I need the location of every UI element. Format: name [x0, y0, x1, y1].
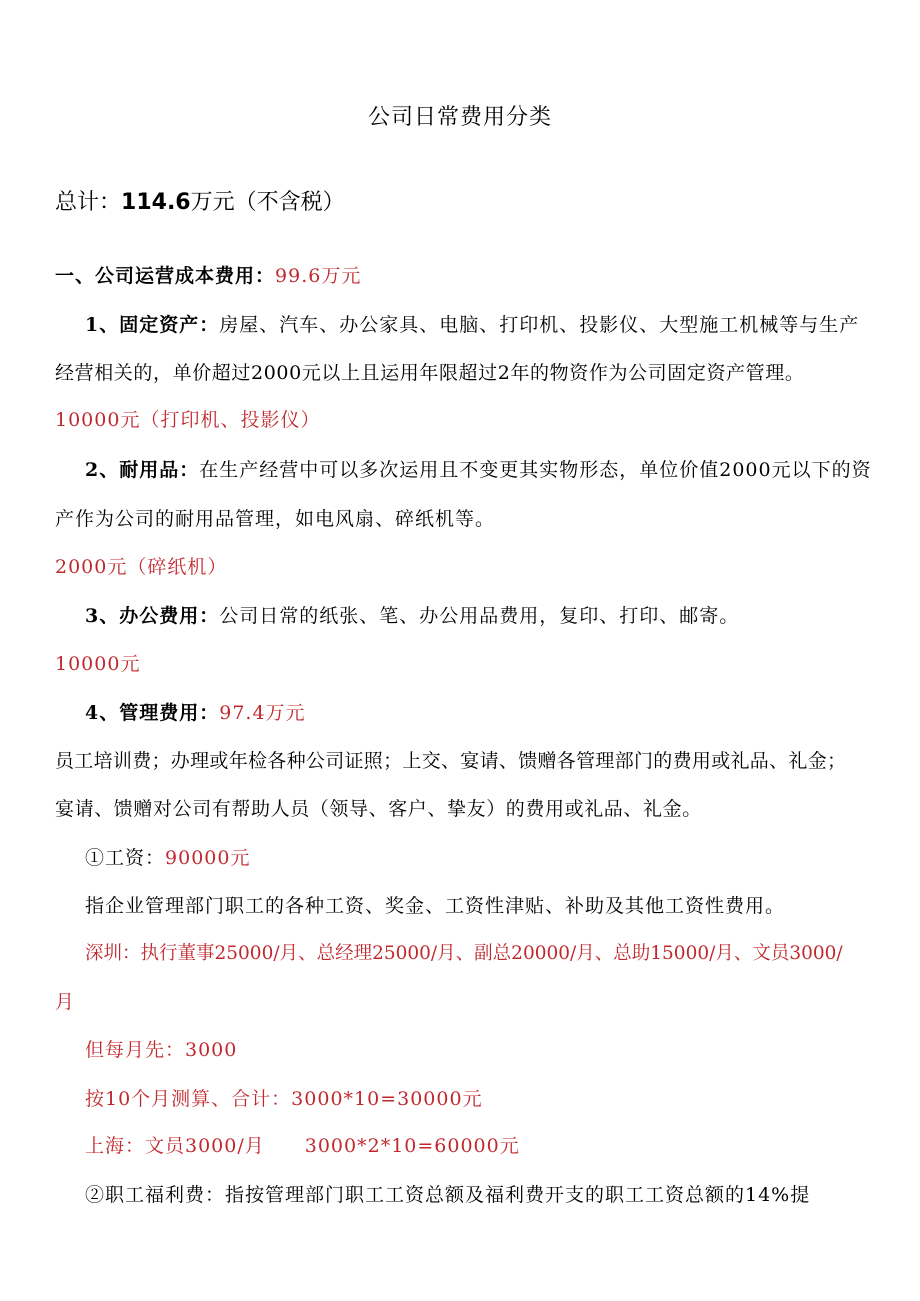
wages-line — [85, 846, 250, 870]
wages-shenzhen-2: 月 — [55, 991, 76, 1013]
document-title: 公司日常费用分类 — [367, 105, 552, 130]
total-unit: 万元（不含税） — [190, 190, 345, 215]
durables-heading: 2、耐用品： — [85, 459, 200, 481]
management-heading: 4、管理费用： — [85, 702, 220, 724]
total-value: 114.6 — [121, 190, 191, 215]
office-desc-1: 公司日常的纸张、笔、办公用品费用，复印、打印、邮寄。 — [219, 605, 740, 627]
total-label: 总计： — [55, 190, 122, 215]
management-amount: 97.4万元 — [219, 702, 306, 724]
welfare-text: ②职工福利费：指按管理部门职工工资总额及福利费开支的职工工资总额的14%提 — [85, 1184, 811, 1206]
office-heading: 3、办公费用： — [85, 605, 220, 627]
durables-cost: 2000元（碎纸机） — [55, 556, 228, 578]
grand-total — [55, 188, 345, 218]
wages-amount: 90000元 — [165, 847, 251, 869]
management-desc-2: 宴请、馈赠对公司有帮助人员（领导、客户、挚友）的费用或礼品、礼金。 — [55, 798, 702, 820]
fixed-assets-cost: 10000元（打印机、投影仪） — [55, 409, 321, 431]
durables-desc-1: 在生产经营中可以多次运用且不变更其实物形态，单位价值2000元以下的资 — [199, 459, 872, 481]
office-line1 — [85, 604, 739, 628]
section1-heading-line — [55, 264, 361, 288]
durables-line1 — [85, 458, 872, 482]
section1-amount: 99.6万元 — [275, 265, 362, 287]
wages-shenzhen-1: 深圳：执行董事25000/月、总经理25000/月、副总20000/月、总助15000/月、文员3000/ — [85, 943, 843, 964]
section1-heading: 一、公司运营成本费用： — [55, 265, 276, 287]
fixed-assets-desc-2: 经营相关的，单价超过2000元以上且运用年限超过2年的物资作为公司固定资产管理。 — [55, 362, 805, 384]
fixed-assets-line1 — [85, 313, 859, 337]
wages-monthly: 但每月先：3000 — [85, 1039, 238, 1061]
wages-desc: 指企业管理部门职工的各种工资、奖金、工资性津贴、补助及其他工资性费用。 — [85, 895, 786, 917]
fixed-assets-heading: 1、固定资产： — [85, 314, 220, 336]
fixed-assets-desc-1: 房屋、汽车、办公家具、电脑、打印机、投影仪、大型施工机械等与生产 — [219, 314, 860, 336]
office-cost: 10000元 — [55, 653, 141, 675]
wages-label: ①工资： — [85, 847, 166, 869]
wages-shanghai: 上海：文员3000/月 3000*2*10=60000元 — [85, 1135, 520, 1157]
management-desc-1: 员工培训费；办理或年检各种公司证照；上交、宴请、馈赠各管理部门的费用或礼品、礼金； — [55, 750, 847, 772]
durables-desc-2: 产作为公司的耐用品管理，如电风扇、碎纸机等。 — [55, 508, 496, 530]
management-heading-line — [85, 701, 306, 725]
wages-estimate: 按10个月测算、合计：3000*10=30000元 — [85, 1088, 483, 1110]
